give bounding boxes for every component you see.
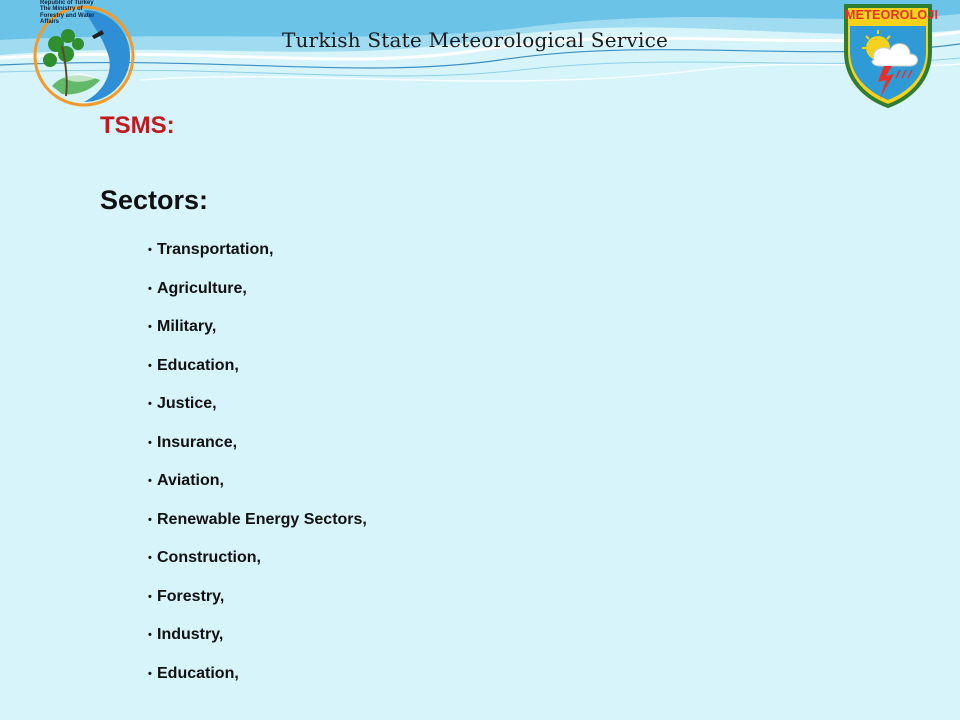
header-wave-decoration [0, 0, 960, 110]
bullet-icon: • [148, 552, 152, 564]
sector-item [148, 587, 367, 626]
bullet-icon: • [148, 475, 152, 487]
sector-label: Forestry, [157, 587, 225, 605]
sector-item [148, 471, 367, 510]
bullet-icon: • [148, 513, 152, 526]
meteoroloji-logo-text: METEOROLOJI [845, 8, 939, 22]
sector-label: Military, [157, 318, 217, 335]
sector-label: Education, [157, 664, 239, 682]
sector-item [148, 394, 367, 433]
ministry-logo-line: Affairs [40, 19, 60, 26]
sector-label: Industry, [157, 626, 224, 643]
sector-label: Aviation, [157, 472, 224, 489]
bullet-icon: • [148, 244, 152, 256]
bullet-icon: • [148, 282, 152, 295]
sector-label: Education, [157, 356, 239, 374]
sector-item [148, 279, 367, 318]
sector-label: Insurance, [157, 433, 238, 451]
sectors-heading: Sectors: [100, 185, 209, 215]
ministry-logo-line: The Ministry of [40, 6, 83, 13]
sector-item [148, 625, 367, 664]
ministry-logo-line: Republic of Turkey [40, 0, 94, 6]
sector-label: Agriculture, [157, 279, 247, 297]
sector-item [148, 548, 367, 587]
sector-item [148, 664, 367, 703]
sector-label: Justice, [157, 395, 217, 412]
sector-item [148, 356, 367, 395]
bullet-icon: • [148, 359, 152, 372]
sector-item [148, 510, 367, 549]
ministry-logo-line: Forestry and Water [40, 12, 95, 19]
org-heading: TSMS: [100, 112, 175, 139]
bullet-icon: • [148, 436, 152, 449]
sector-list [148, 240, 367, 702]
header-title: Turkish State Meteorological Service [281, 28, 669, 52]
sector-item [148, 433, 367, 472]
sector-label: Renewable Energy Sectors, [157, 510, 367, 528]
bullet-icon: • [148, 667, 152, 680]
bullet-icon: • [148, 629, 152, 641]
bullet-icon: • [148, 398, 152, 410]
sector-item [148, 317, 367, 356]
sector-label: Construction, [157, 549, 261, 566]
sector-item [148, 240, 367, 279]
sector-label: Transportation, [157, 241, 274, 258]
bullet-icon: • [148, 321, 152, 333]
ministry-logo-text [40, 0, 120, 26]
bullet-icon: • [148, 590, 152, 603]
